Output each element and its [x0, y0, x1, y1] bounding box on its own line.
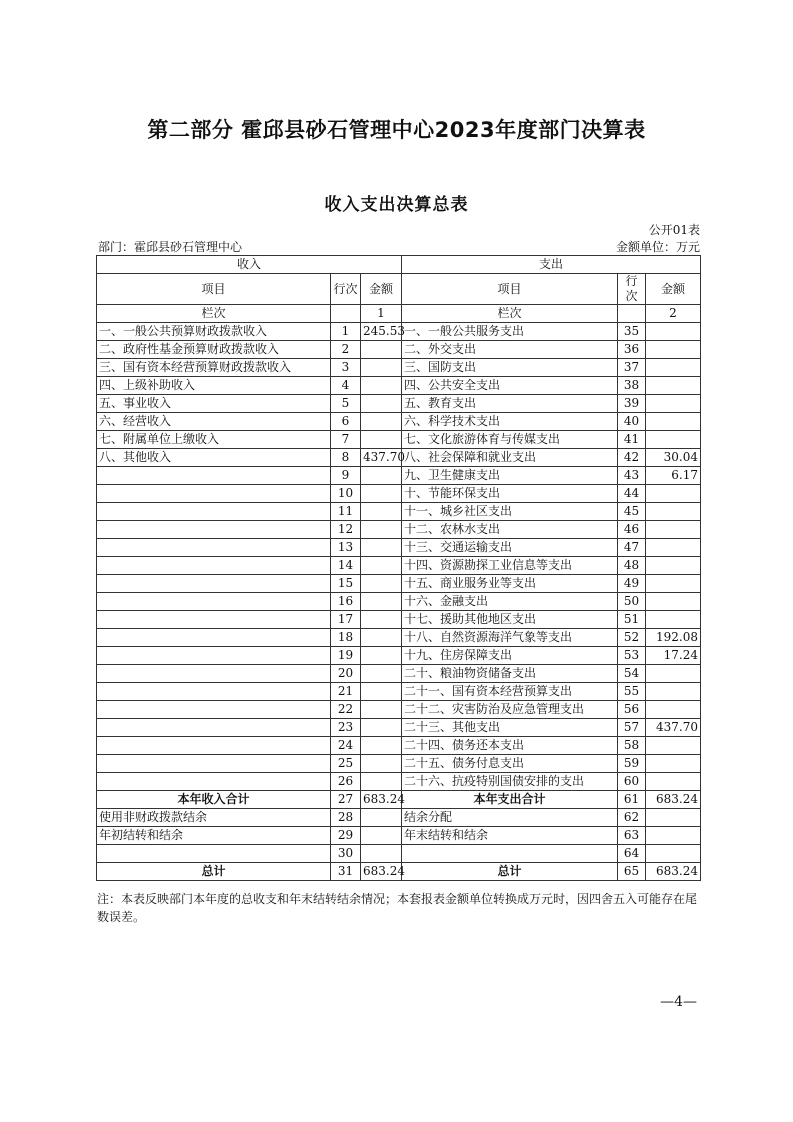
income-amount [361, 557, 402, 575]
expense-amount [646, 521, 701, 539]
expense-item: 十七、援助其他地区支出 [402, 611, 618, 629]
income-item: 使用非财政拨款结余 [97, 809, 331, 827]
income-col-number: 1 [361, 305, 402, 323]
income-row-no: 27 [331, 791, 361, 809]
income-amount [361, 395, 402, 413]
expense-row-no: 63 [618, 827, 646, 845]
footnote: 注：本表反映部门本年度的总收支和年末结转结余情况；本套报表金额单位转换成万元时，因四舍五入可能存在尾数误差。 [97, 892, 698, 924]
income-item [97, 845, 331, 863]
expense-amount: 683.24 [646, 863, 701, 881]
income-item [97, 557, 331, 575]
expense-amount: 17.24 [646, 647, 701, 665]
income-amount [361, 503, 402, 521]
income-row-no: 18 [331, 629, 361, 647]
table-row [97, 755, 701, 773]
expense-row-no: 47 [618, 539, 646, 557]
income-row-no: 1 [331, 323, 361, 341]
table-row [97, 467, 701, 485]
table-row [97, 773, 701, 791]
income-row-no: 15 [331, 575, 361, 593]
expense-item [402, 845, 618, 863]
income-item [97, 467, 331, 485]
table-row [97, 683, 701, 701]
income-item: 六、经营收入 [97, 413, 331, 431]
income-item [97, 611, 331, 629]
table-row [97, 485, 701, 503]
income-amount [361, 773, 402, 791]
income-item: 一、一般公共预算财政拨款收入 [97, 323, 331, 341]
expense-amount: 683.24 [646, 791, 701, 809]
expense-item: 九、卫生健康支出 [402, 467, 618, 485]
expense-amount [646, 611, 701, 629]
income-amount: 683.24 [361, 863, 402, 881]
expense-item: 一、一般公共服务支出 [402, 323, 618, 341]
income-row-no: 10 [331, 485, 361, 503]
income-item: 七、附属单位上缴收入 [97, 431, 331, 449]
income-amount [361, 827, 402, 845]
table-row [97, 503, 701, 521]
expense-row-no: 35 [618, 323, 646, 341]
expense-amount [646, 575, 701, 593]
table-row [97, 629, 701, 647]
income-row-no: 7 [331, 431, 361, 449]
table-row [97, 449, 701, 467]
income-row-no: 29 [331, 827, 361, 845]
expense-row-no: 62 [618, 809, 646, 827]
expense-item: 十三、交通运输支出 [402, 539, 618, 557]
expense-row-no: 42 [618, 449, 646, 467]
income-amount-header: 金额 [361, 274, 402, 305]
income-item [97, 701, 331, 719]
expense-item: 五、教育支出 [402, 395, 618, 413]
income-section-header: 收入 [97, 256, 402, 274]
header-row-columns [97, 274, 701, 305]
expense-col-label: 栏次 [402, 305, 618, 323]
expense-item: 二十一、国有资本经营预算支出 [402, 683, 618, 701]
income-item [97, 755, 331, 773]
income-row-no: 31 [331, 863, 361, 881]
income-amount [361, 575, 402, 593]
income-row-no: 20 [331, 665, 361, 683]
expense-item: 十八、自然资源海洋气象等支出 [402, 629, 618, 647]
expense-amount: 30.04 [646, 449, 701, 467]
expense-amount [646, 755, 701, 773]
income-item: 八、其他收入 [97, 449, 331, 467]
income-amount: 683.24 [361, 791, 402, 809]
page-number: —4— [660, 994, 697, 1010]
expense-amount [646, 413, 701, 431]
expense-row-no: 59 [618, 755, 646, 773]
expense-item: 十九、住房保障支出 [402, 647, 618, 665]
income-item [97, 629, 331, 647]
table-row [97, 647, 701, 665]
expense-amount: 6.17 [646, 467, 701, 485]
expense-item: 十五、商业服务业等支出 [402, 575, 618, 593]
income-amount [361, 359, 402, 377]
income-row-no: 2 [331, 341, 361, 359]
expense-item-header: 项目 [402, 274, 618, 305]
department-label: 部门：霍邱县砂石管理中心 [98, 240, 243, 254]
table-row [97, 611, 701, 629]
income-row-no: 16 [331, 593, 361, 611]
expense-amount [646, 557, 701, 575]
income-item: 三、国有资本经营预算财政拨款收入 [97, 359, 331, 377]
table-row [97, 701, 701, 719]
expense-item: 三、国防支出 [402, 359, 618, 377]
income-item [97, 719, 331, 737]
table-row [97, 521, 701, 539]
income-row-no: 6 [331, 413, 361, 431]
table-row [97, 359, 701, 377]
income-row-no: 13 [331, 539, 361, 557]
table-row [97, 413, 701, 431]
expense-item: 二十二、灾害防治及应急管理支出 [402, 701, 618, 719]
expense-col-number: 2 [646, 305, 701, 323]
expense-item: 结余分配 [402, 809, 618, 827]
expense-row-no: 60 [618, 773, 646, 791]
expense-row-no: 51 [618, 611, 646, 629]
income-row-no: 8 [331, 449, 361, 467]
expense-row-no: 56 [618, 701, 646, 719]
income-item [97, 665, 331, 683]
income-row-no: 4 [331, 377, 361, 395]
expense-amount [646, 341, 701, 359]
income-item: 四、上级补助收入 [97, 377, 331, 395]
income-amount [361, 431, 402, 449]
expense-item: 二十五、债务付息支出 [402, 755, 618, 773]
expense-amount [646, 773, 701, 791]
unit-label: 金额单位：万元 [615, 240, 700, 254]
income-amount [361, 593, 402, 611]
expense-item: 六、科学技术支出 [402, 413, 618, 431]
income-amount [361, 341, 402, 359]
income-item [97, 593, 331, 611]
income-item: 总计 [97, 863, 331, 881]
expense-amount [646, 593, 701, 611]
expense-amount [646, 683, 701, 701]
header-row-sections [97, 256, 701, 274]
expense-amount [646, 323, 701, 341]
income-row-no: 24 [331, 737, 361, 755]
expense-row-no: 54 [618, 665, 646, 683]
income-item [97, 647, 331, 665]
income-item [97, 773, 331, 791]
expense-row-no: 65 [618, 863, 646, 881]
expense-amount [646, 701, 701, 719]
expense-row-no: 38 [618, 377, 646, 395]
expense-amount-header: 金额 [646, 274, 701, 305]
expense-row-no: 41 [618, 431, 646, 449]
expense-item: 七、文化旅游体育与传媒支出 [402, 431, 618, 449]
expense-item: 二十、粮油物资储备支出 [402, 665, 618, 683]
income-item: 五、事业收入 [97, 395, 331, 413]
table-row [97, 341, 701, 359]
expense-rowno-header [618, 274, 646, 305]
income-row-no: 19 [331, 647, 361, 665]
column-index-row [97, 305, 701, 323]
table-row [97, 323, 701, 341]
expense-amount [646, 737, 701, 755]
table-row [97, 395, 701, 413]
income-item: 二、政府性基金预算财政拨款收入 [97, 341, 331, 359]
table-row [97, 809, 701, 827]
expense-row-no: 45 [618, 503, 646, 521]
expense-item: 十、节能环保支出 [402, 485, 618, 503]
income-item-header: 项目 [97, 274, 331, 305]
expense-row-no: 43 [618, 467, 646, 485]
income-amount: 245.53 [361, 323, 402, 341]
income-item [97, 485, 331, 503]
income-amount [361, 755, 402, 773]
expense-row-no: 52 [618, 629, 646, 647]
table-row [97, 845, 701, 863]
income-col-blank [331, 305, 361, 323]
income-amount [361, 737, 402, 755]
expense-item: 二、外交支出 [402, 341, 618, 359]
expense-amount [646, 827, 701, 845]
income-amount [361, 413, 402, 431]
table-row [97, 557, 701, 575]
income-item: 年初结转和结余 [97, 827, 331, 845]
expense-row-no: 53 [618, 647, 646, 665]
expense-item: 十二、农林水支出 [402, 521, 618, 539]
financial-statement-table [96, 255, 701, 881]
income-amount [361, 629, 402, 647]
expense-row-no: 39 [618, 395, 646, 413]
expense-row-no: 64 [618, 845, 646, 863]
income-amount [361, 377, 402, 395]
expense-item: 四、公共安全支出 [402, 377, 618, 395]
expense-amount [646, 431, 701, 449]
income-amount [361, 809, 402, 827]
table-id: 公开01表 [648, 223, 700, 237]
expense-amount [646, 845, 701, 863]
expense-amount: 437.70 [646, 719, 701, 737]
income-amount [361, 539, 402, 557]
expense-item: 总计 [402, 863, 618, 881]
income-row-no: 25 [331, 755, 361, 773]
income-amount [361, 521, 402, 539]
table-row [97, 539, 701, 557]
expense-row-no: 44 [618, 485, 646, 503]
expense-row-no: 57 [618, 719, 646, 737]
income-col-label: 栏次 [97, 305, 331, 323]
income-amount [361, 665, 402, 683]
income-item [97, 683, 331, 701]
expense-item: 十四、资源勘探工业信息等支出 [402, 557, 618, 575]
income-row-no: 12 [331, 521, 361, 539]
expense-row-no: 55 [618, 683, 646, 701]
income-row-no: 30 [331, 845, 361, 863]
table-row [97, 665, 701, 683]
income-row-no: 28 [331, 809, 361, 827]
expense-item: 八、社会保障和就业支出 [402, 449, 618, 467]
expense-row-no: 37 [618, 359, 646, 377]
expense-rowno-header-text: 行次 [625, 274, 638, 303]
income-item [97, 521, 331, 539]
income-rowno-header: 行次 [331, 274, 361, 305]
expense-row-no: 50 [618, 593, 646, 611]
expense-amount [646, 809, 701, 827]
expense-row-no: 49 [618, 575, 646, 593]
table-row [97, 377, 701, 395]
income-row-no: 26 [331, 773, 361, 791]
income-amount [361, 647, 402, 665]
table-row [97, 827, 701, 845]
income-row-no: 9 [331, 467, 361, 485]
expense-row-no: 61 [618, 791, 646, 809]
income-item [97, 575, 331, 593]
expense-col-blank [618, 305, 646, 323]
table-row [97, 575, 701, 593]
page-title: 第二部分 霍邱县砂石管理中心2023年度部门决算表 [147, 118, 646, 142]
table-title: 收入支出决算总表 [324, 195, 469, 215]
expense-amount [646, 377, 701, 395]
table-row [97, 719, 701, 737]
income-amount [361, 485, 402, 503]
income-row-no: 22 [331, 701, 361, 719]
income-amount [361, 719, 402, 737]
expense-item: 十六、金融支出 [402, 593, 618, 611]
income-row-no: 21 [331, 683, 361, 701]
table-row [97, 593, 701, 611]
income-row-no: 3 [331, 359, 361, 377]
income-row-no: 11 [331, 503, 361, 521]
income-item [97, 503, 331, 521]
expense-item: 十一、城乡社区支出 [402, 503, 618, 521]
expense-amount [646, 665, 701, 683]
expense-amount: 192.08 [646, 629, 701, 647]
expense-row-no: 36 [618, 341, 646, 359]
income-row-no: 14 [331, 557, 361, 575]
table-row [97, 737, 701, 755]
income-item [97, 539, 331, 557]
income-amount [361, 701, 402, 719]
expense-item: 本年支出合计 [402, 791, 618, 809]
income-item [97, 737, 331, 755]
expense-amount [646, 485, 701, 503]
expense-row-no: 40 [618, 413, 646, 431]
income-row-no: 17 [331, 611, 361, 629]
expense-item: 二十六、抗疫特别国债安排的支出 [402, 773, 618, 791]
income-amount: 437.70 [361, 449, 402, 467]
income-amount [361, 611, 402, 629]
income-amount [361, 683, 402, 701]
grand-total-row [97, 863, 701, 881]
expense-amount [646, 539, 701, 557]
expense-amount [646, 359, 701, 377]
table-row [97, 431, 701, 449]
expense-row-no: 46 [618, 521, 646, 539]
expense-row-no: 58 [618, 737, 646, 755]
income-row-no: 5 [331, 395, 361, 413]
income-row-no: 23 [331, 719, 361, 737]
expense-row-no: 48 [618, 557, 646, 575]
expense-item: 二十四、债务还本支出 [402, 737, 618, 755]
expense-amount [646, 395, 701, 413]
income-amount [361, 845, 402, 863]
expense-amount [646, 503, 701, 521]
expense-item: 年末结转和结余 [402, 827, 618, 845]
income-amount [361, 467, 402, 485]
expense-section-header: 支出 [402, 256, 701, 274]
annual-total-row [97, 791, 701, 809]
income-item: 本年收入合计 [97, 791, 331, 809]
expense-item: 二十三、其他支出 [402, 719, 618, 737]
